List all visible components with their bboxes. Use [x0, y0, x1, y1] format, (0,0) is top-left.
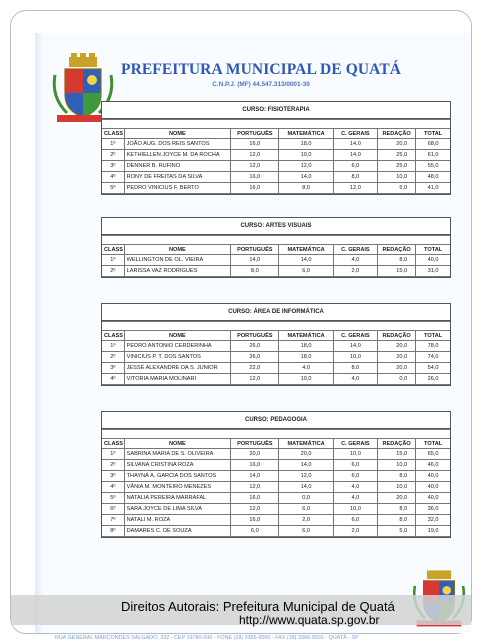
- cell-name: JESSÉ ALEXANDRE DA S. JUNIOR: [124, 363, 231, 374]
- cnpj-subtitle: C.N.P.J. (MF) 44.547.313/0001-30: [212, 81, 310, 88]
- cell-name: NATALI M. ROZA: [124, 515, 231, 526]
- column-header-name: NOME: [124, 439, 231, 449]
- cell-portugues: 6,0: [231, 526, 279, 537]
- table-row: [102, 172, 450, 183]
- cell-name: SARA JOYCE DE LIMA SILVA: [124, 504, 231, 515]
- cell-name: WELLINGTON DE OL. VIEIRA: [124, 255, 231, 266]
- address-footer: RUA GENERAL MARCONDES SALGADO, 332 - CEP 19780-000 - FONE (18) 3366-9500 - FAX (18) 3366-9501 - QUATÁ - SP: [55, 635, 359, 641]
- cell-redacao: 8,0: [377, 515, 415, 526]
- column-header-total: TOTAL: [416, 439, 450, 449]
- cell-conhecimentos-gerais: 6,0: [333, 460, 377, 471]
- column-header-class: CLASS: [104, 332, 123, 339]
- cell-redacao: 5,0: [377, 526, 415, 537]
- cell-matematica: 12,0: [279, 161, 333, 172]
- column-header-total: TOTAL: [416, 245, 450, 255]
- column-header-matematica: MATEMÁTICA: [279, 331, 333, 341]
- column-header-redacao: REDAÇÃO: [377, 245, 415, 255]
- table-row: [102, 161, 450, 172]
- cell-conhecimentos-gerais: 6,0: [333, 471, 377, 482]
- cell-total: 54,0: [416, 363, 450, 374]
- cell-class: 1º: [102, 341, 124, 352]
- column-header-conhecimentos-gerais: C. GERAIS: [333, 129, 377, 139]
- column-header-name: NOME: [124, 129, 231, 139]
- cell-total: 32,0: [416, 515, 450, 526]
- cell-total: 68,0: [416, 139, 450, 150]
- cell-portugues: 14,0: [231, 255, 279, 266]
- cell-conhecimentos-gerais: 10,0: [333, 449, 377, 460]
- column-header-total: TOTAL: [416, 129, 450, 139]
- cell-portugues: 12,0: [231, 504, 279, 515]
- table-row: [102, 482, 450, 493]
- results-table: [102, 235, 450, 277]
- table-spacer-row: [102, 322, 450, 331]
- column-header-name: NOME: [124, 331, 231, 341]
- column-header-redacao: REDAÇÃO: [377, 129, 415, 139]
- cell-matematica: 18,0: [279, 341, 333, 352]
- cell-total: 65,0: [416, 449, 450, 460]
- column-header-redacao: REDAÇÃO: [377, 439, 415, 449]
- cell-class: 4º: [102, 374, 124, 385]
- column-header-conhecimentos-gerais: C. GERAIS: [333, 331, 377, 341]
- table-header-row: [102, 129, 450, 139]
- table-row: [102, 266, 450, 277]
- column-header-total: TOTAL: [416, 331, 450, 341]
- column-header-matematica: MATEMÁTICA: [279, 439, 333, 449]
- table-header-row: [102, 331, 450, 341]
- cell-portugues: 16,0: [231, 172, 279, 183]
- cell-redacao: 20,0: [377, 363, 415, 374]
- cell-conhecimentos-gerais: 2,0: [333, 266, 377, 277]
- cell-class: 2º: [102, 460, 124, 471]
- cell-class: 4º: [102, 172, 124, 183]
- cell-portugues: 22,0: [231, 363, 279, 374]
- cell-total: 40,0: [416, 255, 450, 266]
- page-title: PREFEITURA MUNICIPAL DE QUATÁ: [121, 61, 402, 78]
- course-title: CURSO: FISIOTERAPIA: [102, 102, 450, 119]
- course-table: [101, 217, 451, 278]
- table-header-row: [102, 245, 450, 255]
- cell-portugues: 16,0: [231, 493, 279, 504]
- table-row: [102, 139, 450, 150]
- column-header-redacao: REDAÇÃO: [377, 331, 415, 341]
- cell-redacao: 8,0: [377, 504, 415, 515]
- cell-total: 40,0: [416, 493, 450, 504]
- cell-conhecimentos-gerais: 6,0: [333, 515, 377, 526]
- cell-redacao: 0,0: [377, 374, 415, 385]
- cell-conhecimentos-gerais: 10,0: [333, 504, 377, 515]
- cell-matematica: 0,0: [279, 493, 333, 504]
- cell-portugues: 16,0: [231, 183, 279, 194]
- cell-total: 48,0: [416, 172, 450, 183]
- cell-matematica: 10,0: [279, 150, 333, 161]
- cell-redacao: 25,0: [377, 161, 415, 172]
- cell-portugues: 16,0: [231, 139, 279, 150]
- cell-class: 3º: [102, 161, 124, 172]
- cell-matematica: 12,0: [279, 471, 333, 482]
- course-title: CURSO: PEDAGOGIA: [102, 412, 450, 429]
- cell-matematica: 4,0: [279, 363, 333, 374]
- cell-redacao: 10,0: [377, 172, 415, 183]
- column-header-conhecimentos-gerais: C. GERAIS: [333, 245, 377, 255]
- table-row: [102, 341, 450, 352]
- course-table: [101, 303, 451, 386]
- cell-portugues: 14,0: [231, 471, 279, 482]
- column-header-portugues: PORTUGUÊS: [231, 331, 279, 341]
- cell-matematica: 14,0: [279, 482, 333, 493]
- cell-redacao: 15,0: [377, 266, 415, 277]
- cell-conhecimentos-gerais: 12,0: [333, 183, 377, 194]
- cell-portugues: 12,0: [231, 150, 279, 161]
- cell-class: 3º: [102, 471, 124, 482]
- cell-conhecimentos-gerais: 4,0: [333, 493, 377, 504]
- cell-redacao: 10,0: [377, 482, 415, 493]
- cell-name: VÂNIA M. MONTEIRO MENEZES: [124, 482, 231, 493]
- cell-name: VITORIA MARIA MOLINARI: [124, 374, 231, 385]
- column-header-class: CLASS: [104, 440, 123, 447]
- cell-redacao: 20,0: [377, 341, 415, 352]
- cell-portugues: 12,0: [231, 161, 279, 172]
- cell-total: 78,0: [416, 341, 450, 352]
- cell-redacao: 25,0: [377, 150, 415, 161]
- table-spacer-cell: [102, 322, 450, 331]
- cell-conhecimentos-gerais: 14,0: [333, 150, 377, 161]
- cell-redacao: 20,0: [377, 352, 415, 363]
- cell-matematica: 20,0: [279, 449, 333, 460]
- table-row: [102, 526, 450, 537]
- cell-total: 40,0: [416, 471, 450, 482]
- cell-name: DENNER B. RUFINO: [124, 161, 231, 172]
- cell-portugues: 26,0: [231, 341, 279, 352]
- cell-portugues: 12,0: [231, 482, 279, 493]
- cell-name: RONY DE FREITAS DA SILVA: [124, 172, 231, 183]
- cell-matematica: 10,0: [279, 374, 333, 385]
- cell-conhecimentos-gerais: 14,0: [333, 139, 377, 150]
- table-row: [102, 449, 450, 460]
- copyright-text: Direitos Autorais: Prefeitura Municipal de Quatá: [121, 599, 395, 614]
- cell-total: 46,0: [416, 460, 450, 471]
- table-row: [102, 183, 450, 194]
- cell-class: 5º: [102, 493, 124, 504]
- cell-matematica: 14,0: [279, 255, 333, 266]
- cell-matematica: 14,0: [279, 460, 333, 471]
- cell-class: 1º: [102, 449, 124, 460]
- table-row: [102, 255, 450, 266]
- cell-portugues: 20,0: [231, 449, 279, 460]
- cell-total: 36,0: [416, 504, 450, 515]
- cell-redacao: 5,0: [377, 183, 415, 194]
- cell-name: DAMARES C. DE SOUZA: [124, 526, 231, 537]
- cell-portugues: 26,0: [231, 352, 279, 363]
- cell-total: 31,0: [416, 266, 450, 277]
- column-header-matematica: MATEMÁTICA: [279, 129, 333, 139]
- cell-conhecimentos-gerais: 4,0: [333, 255, 377, 266]
- cell-conhecimentos-gerais: 8,0: [333, 172, 377, 183]
- cell-name: PEDRO VINICIUS F. BERTO: [124, 183, 231, 194]
- cell-redacao: 20,0: [377, 493, 415, 504]
- cell-conhecimentos-gerais: 10,0: [333, 352, 377, 363]
- cell-redacao: 8,0: [377, 255, 415, 266]
- table-row: [102, 504, 450, 515]
- cell-class: 1º: [102, 139, 124, 150]
- cell-name: PEDRO ANTONIO CERDERINHA: [124, 341, 231, 352]
- cell-class: 2º: [102, 266, 124, 277]
- table-spacer-cell: [102, 120, 450, 129]
- cell-matematica: 6,0: [279, 504, 333, 515]
- cell-name: THAYNÁ A. GARCIA DOS SANTOS: [124, 471, 231, 482]
- cell-class: 2º: [102, 150, 124, 161]
- cell-redacao: 20,0: [377, 139, 415, 150]
- course-title: CURSO: ÁREA DE INFORMÁTICA: [102, 304, 450, 321]
- table-spacer-row: [102, 430, 450, 439]
- cell-name: JOÃO AUG. DOS REIS SANTOS: [124, 139, 231, 150]
- table-row: [102, 515, 450, 526]
- results-table: [102, 119, 450, 194]
- table-row: [102, 352, 450, 363]
- cell-portugues: 8,0: [231, 266, 279, 277]
- cell-name: SILVANA CRISTINA ROZA: [124, 460, 231, 471]
- cell-name: KETHIELLEN JOYCE M. DA ROCHA: [124, 150, 231, 161]
- column-header-matematica: MATEMÁTICA: [279, 245, 333, 255]
- cell-name: VINICIUS P. T. DOS SANTOS: [124, 352, 231, 363]
- column-header-name: NOME: [124, 245, 231, 255]
- cell-total: 19,0: [416, 526, 450, 537]
- cell-class: 5º: [102, 183, 124, 194]
- cell-portugues: 16,0: [231, 460, 279, 471]
- cell-name: NATALIA PEREIRA MARRAFAL: [124, 493, 231, 504]
- cell-class: 6º: [102, 504, 124, 515]
- table-spacer-row: [102, 120, 450, 129]
- column-header-portugues: PORTUGUÊS: [231, 129, 279, 139]
- column-header-conhecimentos-gerais: C. GERAIS: [333, 439, 377, 449]
- cell-conhecimentos-gerais: 2,0: [333, 526, 377, 537]
- column-header-class: CLASS: [104, 130, 123, 137]
- cell-class: 4º: [102, 482, 124, 493]
- results-table: [102, 429, 450, 537]
- course-title: CURSO: ARTES VISUAIS: [102, 218, 450, 235]
- cell-total: 55,0: [416, 161, 450, 172]
- cell-conhecimentos-gerais: 4,0: [333, 374, 377, 385]
- cell-matematica: 2,0: [279, 515, 333, 526]
- cell-portugues: 16,0: [231, 515, 279, 526]
- table-spacer-cell: [102, 236, 450, 245]
- cell-class: 8º: [102, 526, 124, 537]
- table-row: [102, 374, 450, 385]
- cell-total: 74,0: [416, 352, 450, 363]
- table-spacer-row: [102, 236, 450, 245]
- column-header-portugues: PORTUGUÊS: [231, 439, 279, 449]
- cell-name: LARISSA VAZ RODRIGUES: [124, 266, 231, 277]
- website-link[interactable]: http://www.quata.sp.gov.br: [239, 613, 380, 627]
- cell-class: 1º: [102, 255, 124, 266]
- cell-matematica: 18,0: [279, 352, 333, 363]
- column-header-class: CLASS: [104, 246, 123, 253]
- cell-redacao: 10,0: [377, 460, 415, 471]
- cell-matematica: 18,0: [279, 139, 333, 150]
- cell-redacao: 15,0: [377, 449, 415, 460]
- cell-total: 26,0: [416, 374, 450, 385]
- cell-matematica: 6,0: [279, 526, 333, 537]
- cell-conhecimentos-gerais: 8,0: [333, 363, 377, 374]
- document-frame: [10, 10, 472, 641]
- table-row: [102, 150, 450, 161]
- table-row: [102, 363, 450, 374]
- cell-conhecimentos-gerais: 14,0: [333, 341, 377, 352]
- table-header-row: [102, 439, 450, 449]
- cell-matematica: 6,0: [279, 266, 333, 277]
- table-row: [102, 471, 450, 482]
- table-row: [102, 460, 450, 471]
- cell-total: 40,0: [416, 482, 450, 493]
- cell-matematica: 8,0: [279, 183, 333, 194]
- cell-redacao: 8,0: [377, 471, 415, 482]
- cell-class: 2º: [102, 352, 124, 363]
- cell-total: 41,0: [416, 183, 450, 194]
- cell-matematica: 14,0: [279, 172, 333, 183]
- cell-class: 3º: [102, 363, 124, 374]
- table-row: [102, 493, 450, 504]
- column-header-portugues: PORTUGUÊS: [231, 245, 279, 255]
- cell-class: 7º: [102, 515, 124, 526]
- results-table: [102, 321, 450, 385]
- cell-conhecimentos-gerais: 6,0: [333, 161, 377, 172]
- course-table: [101, 411, 451, 538]
- cell-name: SABRINA MARIA DE S. OLIVEIRA: [124, 449, 231, 460]
- cell-conhecimentos-gerais: 4,0: [333, 482, 377, 493]
- cell-portugues: 12,0: [231, 374, 279, 385]
- course-table: [101, 101, 451, 195]
- cell-total: 61,0: [416, 150, 450, 161]
- table-spacer-cell: [102, 430, 450, 439]
